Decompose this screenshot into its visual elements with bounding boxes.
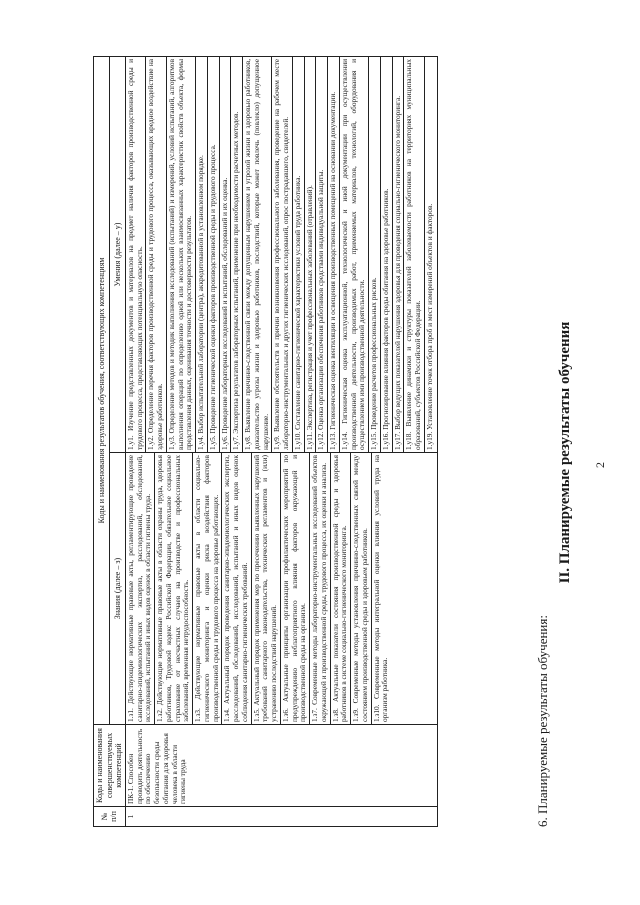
header-skills: Умения (далее – у) <box>109 56 125 452</box>
knowledge-item: 1.з2. Действующие нормативные правовые акты в области охраны труда, здоровья работников, Трудовой кодекс Российской Федерации, обязательное социальное страхование от несчастных случаев на производстве и профессиональных заболеваний, временная нетрудоспособность. <box>155 455 191 722</box>
page-number: 2 <box>593 462 607 468</box>
skill-item: 1.у5. Проведение гигиенической оценки факторов производственной среды и трудового процесса. <box>207 144 217 450</box>
skill-item: 1.у9. Выявление обстоятельств и причин возникновения профессионального заболевания, проведение на рабочем месте лабораторно-инструментальных и других гигиенических исследований, опрос пострадавшего, свидетелей. <box>272 58 291 450</box>
skill-item: 1.у11. Экспертиза, регистрация и учет профессиональных заболеваний (отравлений). <box>304 185 314 450</box>
skill-item: 1.у15. Проведение расчетов профессиональных рисков. <box>369 277 379 450</box>
skill-item: 1.у18. Выявление динамики и структуры показателей заболеваемости работников на территориях муниципальных образований, субъектов Российской Федерации. <box>404 58 423 450</box>
skill-item: 1.у17. Выбор ведущих показателей нарушения здоровья для проведения социально-гигиенического мониторинга. <box>392 95 402 450</box>
knowledge-item: 1.з9. Современные методы установления причинно-следственных связей между состоянием производственной среды и здоровьем работников. <box>351 455 369 722</box>
knowledge-item: 1.з4. Актуальный порядок проведения санитарно-эпидемиологических экспертиз, расследований, обследований, исследований, испытаний и иных видов оценок соблюдения санитарно-гигиенических требований. <box>222 455 249 722</box>
skill-item: 1.у8. Выявление причинно-следственной связи между допущенным нарушением и угрозой жизни и здоровью работников, доказательство угрозы жизни и здоровью работников, последствий, которые может повлечь (повлекло) допущенное нарушение. <box>243 58 270 450</box>
skill-item: 1.у19. Установление точек отбора проб и мест измерений объектов и факторов. <box>424 203 434 450</box>
knowledge-item: 1.з7. Современные методы лабораторно-инструментальных исследований объектов окружающей и производственной среды, трудового процесса, их оценки и анализа. <box>310 455 328 722</box>
skills-list <box>127 59 435 450</box>
skill-item: 1.у4. Выбор испытательной лаборатории (центра), аккредитованной в установленном порядке. <box>196 155 206 450</box>
header-results-group: Коды и наименования результатов обучения, соответствующих компетенциям <box>94 56 110 724</box>
cell-knowledge <box>125 453 437 725</box>
table-row <box>125 56 437 826</box>
section-title: II. Планируемые результаты обучения <box>557 321 573 584</box>
skill-item: 1.у10. Составление санитарно-гигиенической характеристики условий труда работника. <box>292 175 302 450</box>
skill-item: 1.у6. Проведение лабораторных исследований и испытаний, обследований и их оценка. <box>219 177 229 450</box>
header-row-2 <box>109 56 125 826</box>
knowledge-item: 1.з10. Современные методы интегральной оценки влияния условий труда на организм работника. <box>371 455 390 722</box>
skill-item: 1.у14. Гигиеническая оценка эксплуатационной, технологической и иной документации при осуществлении производственной деятельности, производимых работ, применяемых материалов, технологий, оборудования и осуществлением ими производственной деятельности. <box>339 58 367 450</box>
header-competence: Коды и наименования совершенствуемых компетенций <box>94 725 126 807</box>
knowledge-item: 1.з1. Действующие нормативные правовые акты, регламентирующие проведение санитарно-эпидемиологических экспертиз, расследований, обследований, исследований, испытаний и иных видов оценок в области гигиены труда. <box>125 455 153 722</box>
skill-item: 1.у2. Определение перечня факторов производственной среды и трудового процесса, оказывающих вредное воздействие на здоровье работников. <box>146 58 165 450</box>
skill-item: 1.у1. Изучение представленных документов и материалов на предмет наличия факторов производственной среды и трудового процесса, представляющих потенциальную опасность. <box>125 58 144 450</box>
section-subtitle: 6. Планируемые результаты обучения: <box>535 615 550 827</box>
knowledge-item: 1.з3. Действующие нормативные правовые акты в области социально-гигиенического мониторинга и оценки риска воздействия факторов производственной среды и трудового процесса на здоровье работающих. <box>193 455 220 722</box>
knowledge-item: 1.з6. Актуальные принципы организации профилактических мероприятий по предупреждению неблагоприятного влияния факторов окружающей и производственной среды на организм. <box>280 455 308 722</box>
skill-item: 1.у3. Определение методов и методик выполнения исследований (испытаний) и измерений, условий испытаний, алгоритмов выполнения операций по определению одной или нескольких взаимосвязанных характеристик свойств объекта, формы представления данных, оценивания точности и достоверности результатов. <box>166 58 194 450</box>
skill-item: 1.у7. Экспертиза результатов лабораторных испытаний, применение при необходимости расчетных методов. <box>231 111 241 450</box>
cell-skills <box>125 56 437 452</box>
skill-item: 1.у13. Гигиеническая оценка вентиляции и освещения производственных помещений на основании документации. <box>328 91 338 450</box>
knowledge-item: 1.з8. Актуальные показатели состояния производственной среды и здоровья работников в системе социально-гигиенического мониторинга. <box>330 455 349 722</box>
skill-item: 1.у16. Прогнозирование влияния факторов среды обитания на здоровье работников. <box>380 188 390 450</box>
header-row-1 <box>94 56 110 826</box>
skill-item: 1.у12. Оценка организации обеспечения работников средствами индивидуальной защиты. <box>316 169 326 450</box>
cell-competence: ПК-1. Способен проводить деятельность по обеспечению безопасности среды обитания для здоровья человека в области гигиены труда <box>125 725 437 807</box>
knowledge-list <box>127 455 390 722</box>
results-table <box>93 56 438 827</box>
header-num: № п/п <box>94 807 126 827</box>
knowledge-item: 1.з5. Актуальный порядок применения мер по пресечению выявленных нарушений требований санитарного законодательства, технических регламентов и (или) устранению последствий нарушений. <box>251 455 279 722</box>
header-knowledge: Знания (далее – з) <box>109 453 125 725</box>
cell-num: 1 <box>125 807 437 827</box>
